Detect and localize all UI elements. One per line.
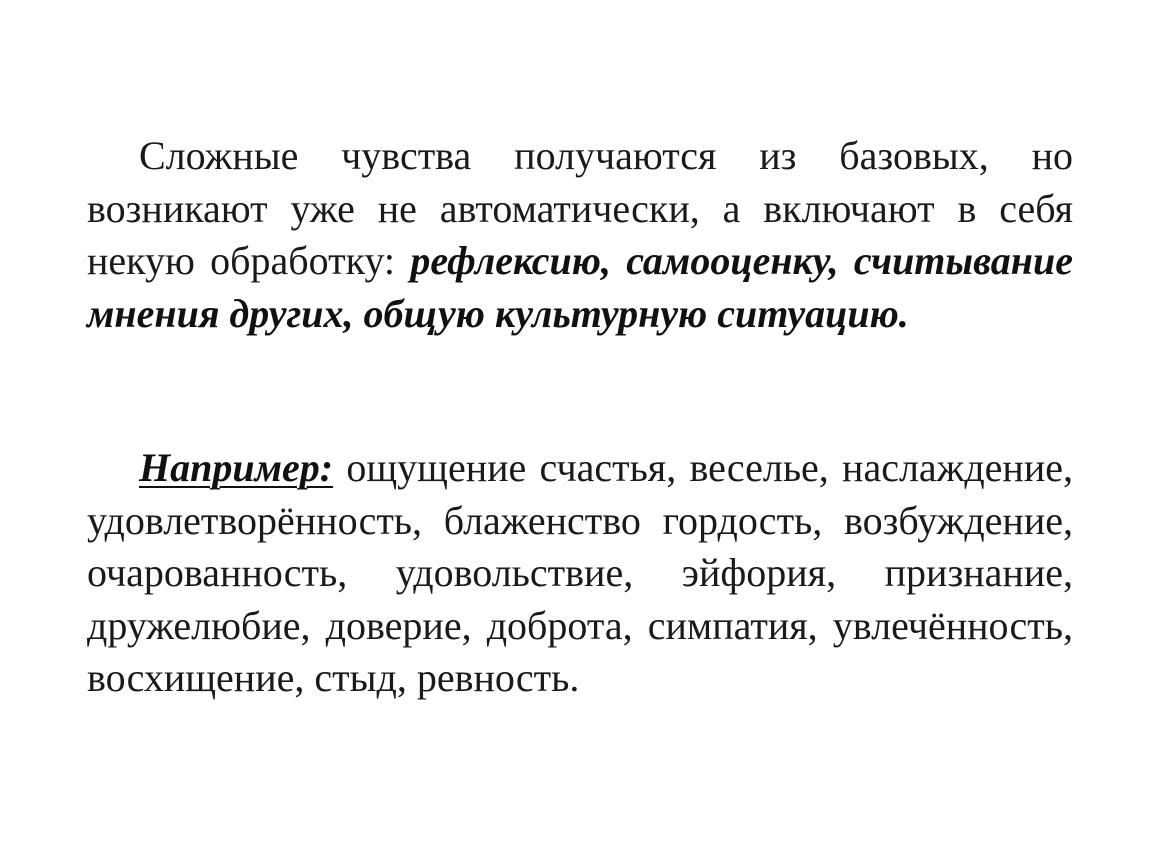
examples-list-text: ощущение счастья, веселье, наслаждение, удовлетворённость, блаженство гордость, возбуждение, очарованность, удовольствие, эйфория, признание, дружелюбие, доверие, доброта, симпатия, увлечённость, восхищение, стыд, ревность. [87,445,1073,700]
processing-examples-emphasis: рефлексию, самооценку, считывание мнения других, общую культурную ситуацию. [87,238,1073,336]
examples-paragraph [87,442,1073,705]
examples-lead-label: Например: [139,445,334,490]
definition-text: Сложные чувства получаются из базовых, но возникают уже не автоматически, а включают в себя некую обработку: [87,133,1073,283]
definition-paragraph [87,130,1073,340]
